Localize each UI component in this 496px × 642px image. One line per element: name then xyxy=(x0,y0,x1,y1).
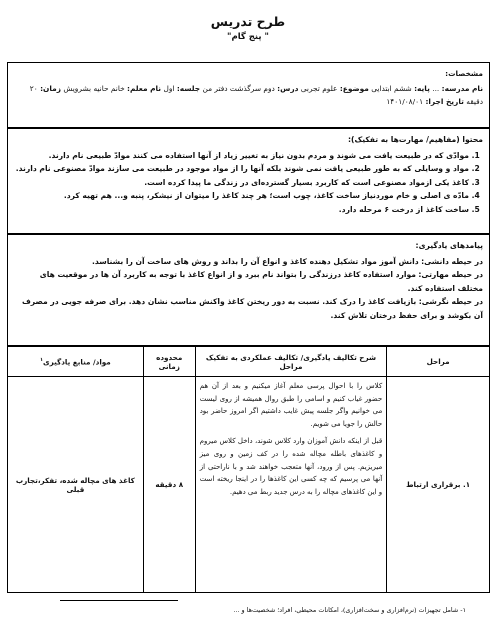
school-label: نام مدرسه: xyxy=(441,84,483,93)
specs-row-2 xyxy=(14,95,483,108)
attitude-text: بازیافت کاغذ را درک کند. نسبت به دور ریختن کاغذ واکنش مناسب نشان دهد. برای صرفه جویی در مصرف آن بکوشد و برای حفظ درختان تلاش کند. xyxy=(21,297,483,320)
activity-cell xyxy=(195,377,387,593)
skill-text: موارد استفاده کاغذ درزندگی را بتواند نام ببرد و از انواع کاغذ با توجه به کاربرد آن ها در موقعیت های مختلف استفاده کند. xyxy=(39,270,483,293)
table-header-row xyxy=(8,347,490,377)
page-subtitle: " پنج گام" xyxy=(227,32,269,42)
time-unit: دقیقه xyxy=(466,97,483,106)
content-item: 1. موادّی که در طبیعت یافت می شوند و مردم بدون نیاز به تغییر زیاد از آنها استفاده می کنند موادّ طبیعی نام دارند. xyxy=(14,149,469,163)
outcomes-section xyxy=(7,234,490,346)
stage-cell xyxy=(387,377,490,593)
footnote-divider xyxy=(60,600,178,601)
attitude-label: در حیطه نگرشی: xyxy=(418,297,483,306)
resources-text: کاغذ های مچاله شده، تفکر،تجارب قبلی xyxy=(15,475,135,494)
lesson-label: درس: xyxy=(277,84,299,93)
time-value: ۲۰ xyxy=(29,84,38,93)
header-activity: شرح تکالیف یادگیری/ تکالیف عملکردی به تفکیک مراحل xyxy=(195,347,387,377)
activity-paragraph-2: قبل از اینکه دانش آموزان وارد کلاس شوند، داخل کلاس میروم و کاغذهای باطله مچاله شده را در کف زمین و روی میز میریزیم. پس از ورود، آنها متعجب خواهند شد و با ناراحتی از آنها می پرسیم که چه کسی این کاغذها را در اینجا ریخته است و این کاغذهای مچاله را به درس جدید ربط می دهیم. xyxy=(199,437,383,496)
teacher-value: خانم حانیه بشرویش xyxy=(63,84,125,93)
specs-heading: مشخصات: xyxy=(445,69,483,78)
date-value: ۱۴۰۱/۰۸/۰۱ xyxy=(386,97,424,106)
school-value: ... xyxy=(432,84,440,93)
content-item: 5. ساخت کاغذ از درخت ۶ مرحله دارد. xyxy=(14,203,469,217)
specs-section xyxy=(7,62,490,128)
specs-row-1 xyxy=(14,82,483,95)
activity-paragraph-1: کلاس را با احوال پرسی معلم آغاز میکنیم و بعد از آن هم حضور غیاب کنیم و اسامی را طبق روال همیشه از روی لیست می خوانیم واگر جلسه پیش غایب داشتیم اگر امروز حاضر بود حالش را جویا می شویم. xyxy=(199,382,383,428)
date-label: تاریخ اجرا: xyxy=(425,97,464,106)
knowledge-label: در حیطه دانشی: xyxy=(421,256,483,266)
content-heading: محتوا (مفاهیم/ مهارت‌ها به تفکیک): xyxy=(347,135,483,144)
header-time: محدوده زمانی xyxy=(143,347,195,377)
resources-cell xyxy=(8,377,144,593)
grade-value: ششم ابتدایی xyxy=(371,84,412,93)
time-label: زمان: xyxy=(40,84,61,93)
content-item: 3. کاغذ یکی ازمواد مصنوعی است که کاربرد بسیار گسترده‌ای در زندگی ما پیدا کرده است. xyxy=(14,176,469,190)
content-list xyxy=(14,149,483,217)
session-value: اول xyxy=(163,84,175,93)
stage-text: ۱. برقراری ارتباط xyxy=(406,480,471,489)
topic-label: موضوع: xyxy=(339,84,369,93)
table-row xyxy=(8,377,490,593)
header-stage: مراحل xyxy=(387,347,490,377)
content-section xyxy=(7,128,490,234)
skill-label: در حیطه مهارتی: xyxy=(418,270,483,279)
outcome-skill xyxy=(14,268,483,295)
footnote: ۱- شامل تجهیزات (نرم‌افزاری و سخت‌افزاری)، امکانات محیطی، افراد؛ شخصیت‌ها و ... xyxy=(233,606,466,614)
header-resources: مواد/ منابع یادگیری$^۱$ xyxy=(8,347,144,377)
knowledge-text: دانش آموز مواد تشکیل دهنده کاغذ و انواع آن را بداند و روش های ساخت آن را بشناسد. xyxy=(91,256,419,266)
lesson-value: دوم سرگذشت دفتر من xyxy=(202,84,275,93)
teacher-label: نام معلم: xyxy=(127,84,162,93)
topic-value: علوم تجربی xyxy=(300,84,338,93)
content-item: 2. مواد و وسایلی که به طور طبیعی یافت نمی شوند بلکه آنها را از مواد موجود در طبیعت می سازند موادّ مصنوعی نام دارند. xyxy=(14,162,469,176)
content-item: 4. مادّه ی اصلی و خام موردنیاز ساخت کاغذ، چوب است؛ هر چند کاغذ را میتوان از نیشکر، پنبه و... هم تهیه کرد. xyxy=(14,189,469,203)
time-text: ۸ دقیقه xyxy=(155,480,184,489)
session-label: جلسه: xyxy=(176,84,201,93)
grade-label: پایه: xyxy=(414,84,430,93)
time-cell xyxy=(143,377,195,593)
outcomes-heading: پیامدهای یادگیری: xyxy=(415,241,483,250)
outcome-attitude xyxy=(14,295,483,322)
outcome-knowledge xyxy=(14,255,483,269)
page-title: طرح تدریس xyxy=(210,14,286,29)
lesson-steps-table xyxy=(7,346,490,593)
